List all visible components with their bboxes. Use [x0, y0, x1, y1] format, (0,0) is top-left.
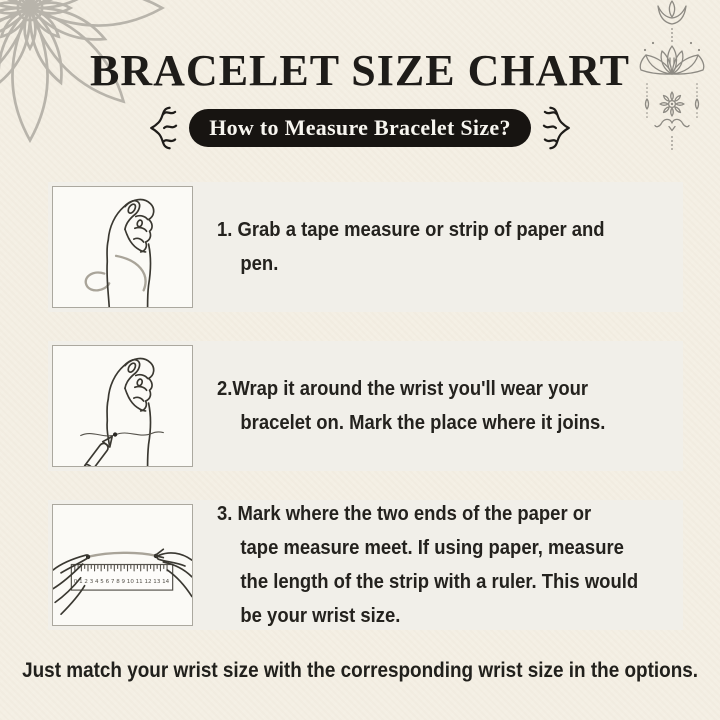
hand-with-tape-loop-icon: [53, 187, 192, 307]
step-3-illustration: [52, 504, 193, 626]
step-1-illustration: [52, 186, 193, 308]
step-3-text: [193, 500, 685, 630]
step-3-line-3: the length of the strip with a ruler. This would: [240, 570, 639, 593]
step-2-line-1: 2.Wrap it around the wrist you'll wear your: [217, 377, 589, 400]
step-row-3: [48, 500, 683, 630]
ruler-numbers: 0 1 2 3 4 5 6 7 8 9 10 11 12 13 14: [73, 579, 170, 586]
footer-note: [0, 658, 720, 683]
hand-pen-marking-wrist-icon: [53, 346, 192, 466]
step-3-line-2: tape measure meet. If using paper, measure: [240, 536, 624, 559]
step-1-text: [193, 182, 683, 312]
step-2-illustration: [52, 345, 193, 467]
step-row-1: [48, 182, 683, 312]
footer-note-text: Just match your wrist size with the corresponding wrist size in the options.: [22, 658, 698, 682]
flourish-bracket-right-icon: [542, 105, 579, 151]
step-3-line-4: be your wrist size.: [240, 604, 401, 627]
step-2-text: [193, 341, 683, 471]
flourish-bracket-left-icon: [141, 105, 178, 151]
page-title: BRACELET SIZE CHART: [90, 46, 630, 95]
step-1-line-1: 1. Grab a tape measure or strip of paper and: [217, 218, 605, 241]
hands-ruler-measuring-icon: [53, 505, 192, 625]
subtitle-badge-row: [0, 105, 720, 151]
step-2-line-2: bracelet on. Mark the place where it joins.: [240, 411, 606, 434]
step-row-2: [48, 341, 683, 471]
how-to-measure-badge: How to Measure Bracelet Size?: [189, 109, 531, 147]
step-1-line-2: pen.: [240, 252, 279, 275]
step-3-line-1: 3. Mark where the two ends of the paper or: [217, 502, 592, 525]
steps-list: [48, 182, 683, 630]
